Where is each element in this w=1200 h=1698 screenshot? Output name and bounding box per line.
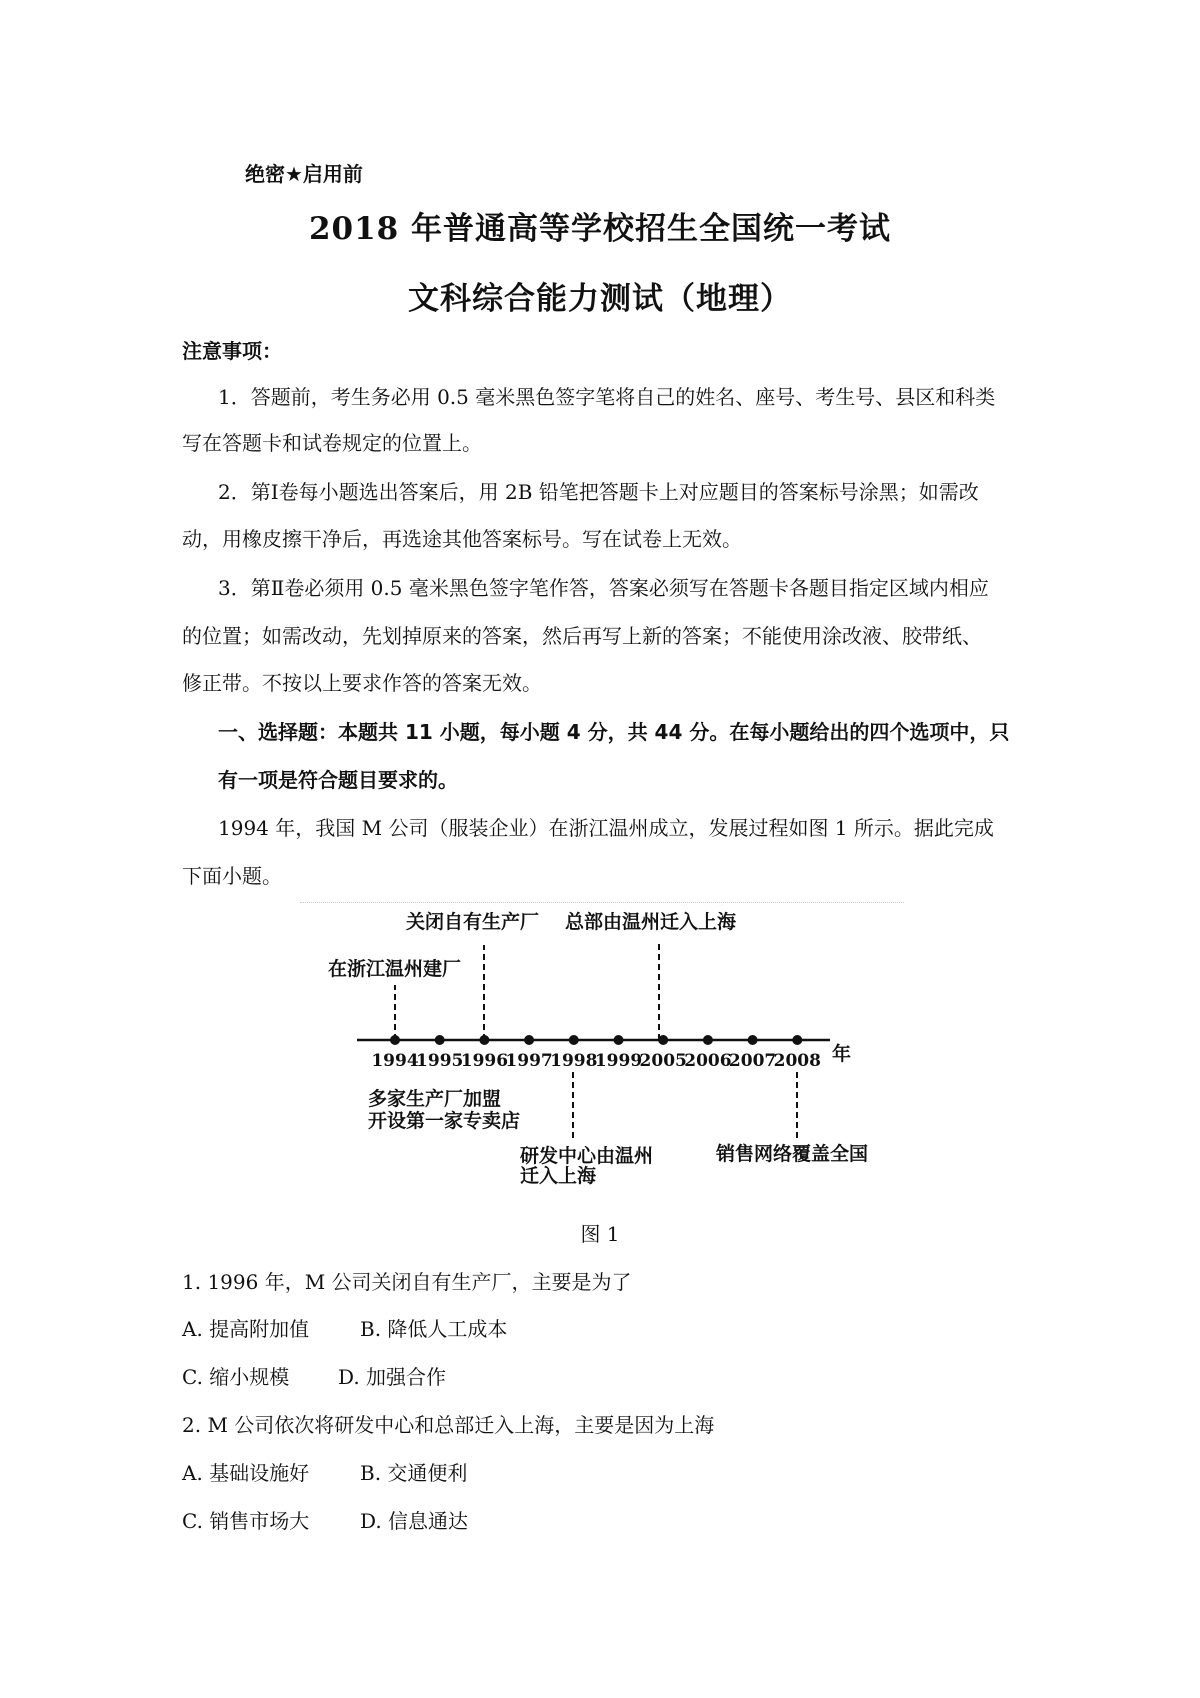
timeline-year-label: 2007 xyxy=(728,1051,777,1071)
event-1996: 关闭自有生产厂 xyxy=(406,911,540,933)
timeline-year-label: 2008 xyxy=(773,1051,821,1071)
notice-item-3-line3: 修正带。不按以上要求作答的答案无效。 xyxy=(182,671,542,695)
event-1998-line1: 研发中心由温州 xyxy=(520,1145,654,1167)
timeline-year-label: 1995 xyxy=(416,1051,464,1071)
year-unit: 年 xyxy=(832,1043,852,1065)
exam-subtitle: 文科综合能力测试（地理） xyxy=(408,281,792,317)
question-1-option-b: B. 降低人工成本 xyxy=(360,1317,508,1341)
notice-item-1-line1: 1．答题前，考生务必用 0.5 毫米黑色签字笔将自己的姓名、座号、考生号、县区和科类 xyxy=(218,385,996,409)
section-heading-line1: 一、选择题：本题共 11 小题，每小题 4 分，共 44 分。在每小题给出的四个选项中，只 xyxy=(218,720,1010,744)
section-heading-line2: 有一项是符合题目要求的。 xyxy=(218,768,458,792)
question-2-option-c: C. 销售市场大 xyxy=(182,1509,310,1533)
event-2005: 总部由温州迁入上海 xyxy=(565,911,737,933)
notice-item-2-line2: 动，用橡皮擦干净后，再选途其他答案标号。写在试卷上无效。 xyxy=(182,527,742,551)
timeline-dot-2008 xyxy=(792,1035,802,1045)
notice-item-1-line2: 写在答题卡和试卷规定的位置上。 xyxy=(182,431,482,455)
event-1994: 在浙江温州建厂 xyxy=(328,958,462,980)
timeline-year-label: 2005 xyxy=(639,1051,687,1071)
question-1-option-c: C. 缩小规模 xyxy=(182,1365,290,1389)
timeline-dot-1997 xyxy=(524,1035,534,1045)
event-1995-line2: 开设第一家专卖店 xyxy=(368,1110,521,1132)
secret-label: 绝密★启用前 xyxy=(245,162,363,186)
event-1995-line1: 多家生产厂加盟 xyxy=(368,1088,502,1110)
question-2-option-a: A. 基础设施好 xyxy=(182,1461,310,1485)
notice-item-3-line2: 的位置；如需改动，先划掉原来的答案，然后再写上新的答案；不能使用涂改液、胶带纸、 xyxy=(182,624,982,648)
exam-title: 2018 年普通高等学校招生全国统一考试 xyxy=(308,211,892,247)
question-1-stem: 1. 1996 年，M 公司关闭自有生产厂，主要是为了 xyxy=(182,1270,632,1294)
timeline-year-label: 1997 xyxy=(505,1051,553,1071)
timeline-dot-1998 xyxy=(569,1035,579,1045)
notice-item-3-line1: 3．第Ⅱ卷必须用 0.5 毫米黑色签字笔作答，答案必须写在答题卡各题目指定区域内相应 xyxy=(218,576,989,600)
timeline-year-label: 1996 xyxy=(460,1051,509,1071)
figure-caption: 图 1 xyxy=(580,1222,620,1246)
question-1-option-a: A. 提高附加值 xyxy=(182,1317,310,1341)
timeline-year-label: 1994 xyxy=(371,1051,419,1071)
question-2-option-d: D. 信息通达 xyxy=(360,1509,469,1533)
notice-item-2-line1: 2．第Ⅰ卷每小题选出答案后，用 2B 铅笔把答题卡上对应题目的答案标号涂黑；如需改 xyxy=(218,480,979,504)
event-2008: 销售网络覆盖全国 xyxy=(716,1143,869,1165)
timeline-dot-1995 xyxy=(435,1035,445,1045)
timeline-year-label: 2006 xyxy=(684,1051,732,1071)
timeline-dot-2006 xyxy=(703,1035,713,1045)
question-2-stem: 2. M 公司依次将研发中心和总部迁入上海，主要是因为上海 xyxy=(182,1413,715,1437)
timeline-year-label: 1999 xyxy=(594,1051,643,1071)
timeline-dot-2007 xyxy=(748,1035,758,1045)
timeline-year-label: 1998 xyxy=(550,1051,598,1071)
timeline-dot-1999 xyxy=(614,1035,624,1045)
question-2-option-b: B. 交通便利 xyxy=(360,1461,468,1485)
intro-line1: 1994 年，我国 M 公司（服装企业）在浙江温州成立，发展过程如图 1 所示。据此完成 xyxy=(218,816,994,840)
notice-heading: 注意事项： xyxy=(182,339,282,363)
question-1-option-d: D. 加强合作 xyxy=(338,1365,447,1389)
intro-line2: 下面小题。 xyxy=(182,864,282,888)
event-1998-line2: 迁入上海 xyxy=(520,1165,597,1187)
